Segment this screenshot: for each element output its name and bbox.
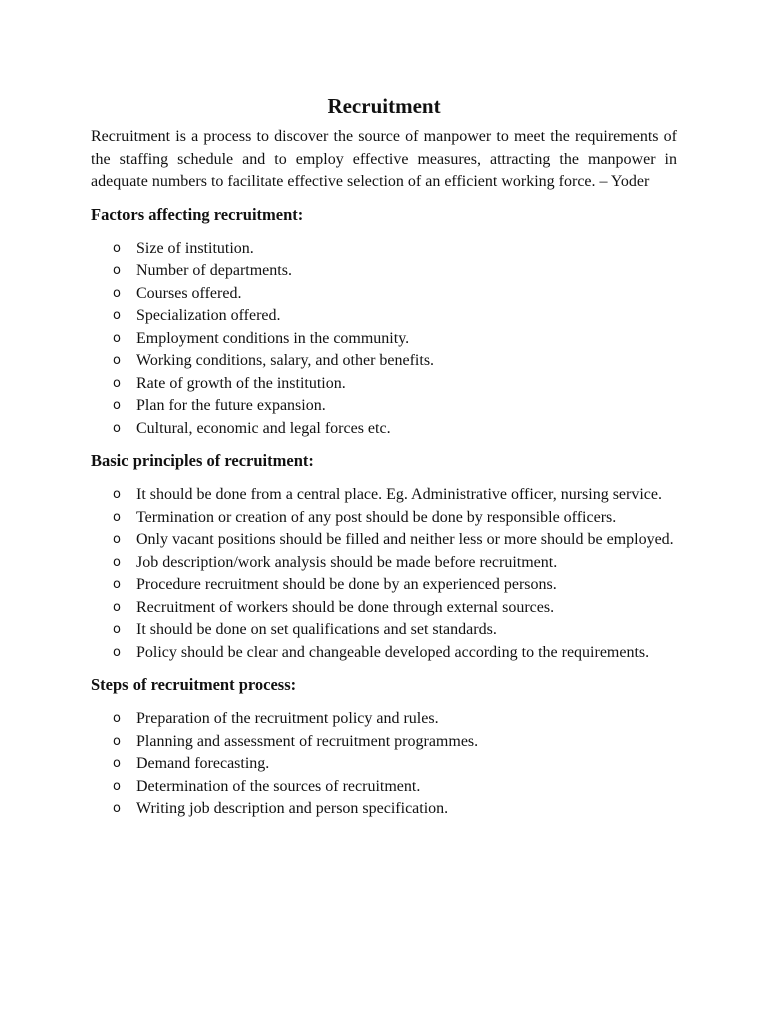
- list-item: [91, 529, 677, 552]
- list-item: [91, 238, 677, 261]
- list-item-text: Recruitment of workers should be done through external sources.: [136, 598, 555, 616]
- list-item-text: Preparation of the recruitment policy and rules.: [136, 710, 439, 727]
- hollow-bullet-icon: o: [113, 554, 121, 570]
- principles-list: [91, 484, 677, 664]
- list-item: [91, 350, 677, 373]
- list-item-text: Plan for the future expansion.: [136, 397, 326, 414]
- list-item: [91, 798, 677, 821]
- list-item-text: Termination or creation of any post should be done by responsible officers.: [136, 508, 617, 526]
- hollow-bullet-icon: o: [113, 263, 121, 278]
- hollow-bullet-icon: o: [113, 622, 121, 637]
- list-item: [91, 552, 677, 575]
- list-item-text: Courses offered.: [136, 284, 242, 302]
- list-item-text: Employment conditions in the community.: [136, 329, 410, 347]
- list-item: [91, 642, 677, 665]
- list-item: [91, 507, 677, 530]
- hollow-bullet-icon: o: [113, 308, 121, 323]
- hollow-bullet-icon: o: [113, 644, 121, 660]
- list-item-text: Procedure recruitment should be done by an experienced persons.: [136, 576, 557, 593]
- hollow-bullet-icon: o: [113, 285, 121, 301]
- section-principles: [91, 449, 677, 664]
- hollow-bullet-icon: o: [113, 711, 121, 726]
- list-item: [91, 283, 677, 306]
- hollow-bullet-icon: o: [113, 509, 121, 525]
- list-item: [91, 373, 677, 396]
- hollow-bullet-icon: o: [113, 353, 121, 368]
- hollow-bullet-icon: o: [113, 778, 121, 794]
- list-item-text: Policy should be clear and changeable developed according to the requirements.: [136, 643, 650, 661]
- list-item: [91, 597, 677, 620]
- section-steps: [91, 673, 677, 821]
- section-heading: Steps of recruitment process:: [91, 675, 297, 694]
- section-factors: [91, 203, 677, 441]
- intro-paragraph: Recruitment is a process to discover the source of manpower to meet the requirements of the staffing schedule and to employ effective measures, attracting the manpower in adequate numbers to facilitate effective selection of an efficient working force. – Yoder: [91, 128, 677, 190]
- list-item: [91, 574, 677, 597]
- list-item-text: Size of institution.: [136, 239, 254, 257]
- hollow-bullet-icon: o: [113, 240, 121, 256]
- hollow-bullet-icon: o: [113, 375, 121, 391]
- hollow-bullet-icon: o: [113, 487, 121, 502]
- hollow-bullet-icon: o: [113, 599, 121, 615]
- list-item-text: Job description/work analysis should be made before recruitment.: [136, 553, 558, 571]
- list-item-text: Only vacant positions should be filled and neither less or more should be employed.: [136, 531, 674, 548]
- list-item: [91, 418, 677, 441]
- section-heading: Basic principles of recruitment:: [91, 451, 314, 470]
- list-item-text: Planning and assessment of recruitment programmes.: [136, 732, 479, 750]
- list-item: [91, 395, 677, 418]
- hollow-bullet-icon: o: [113, 398, 121, 413]
- list-item: [91, 619, 677, 642]
- hollow-bullet-icon: o: [113, 330, 121, 346]
- section-heading: Factors affecting recruitment:: [91, 204, 304, 224]
- list-item-text: Demand forecasting.: [136, 755, 270, 772]
- hollow-bullet-icon: o: [113, 733, 121, 749]
- list-item: [91, 708, 677, 731]
- hollow-bullet-icon: o: [113, 577, 121, 592]
- list-item: [91, 776, 677, 799]
- list-item: [91, 305, 677, 328]
- list-item-text: Specialization offered.: [136, 307, 281, 324]
- list-item: [91, 484, 677, 507]
- hollow-bullet-icon: o: [113, 420, 121, 436]
- list-item-text: Working conditions, salary, and other benefits.: [136, 352, 435, 369]
- list-item-text: Cultural, economic and legal forces etc.: [136, 419, 391, 437]
- hollow-bullet-icon: o: [113, 801, 121, 816]
- hollow-bullet-icon: o: [113, 532, 121, 547]
- hollow-bullet-icon: o: [113, 756, 121, 771]
- list-item: [91, 753, 677, 776]
- factors-list: [91, 238, 677, 441]
- list-item-text: It should be done from a central place. Eg. Administrative officer, nursing service.: [136, 486, 663, 503]
- list-item-text: It should be done on set qualifications and set standards.: [136, 621, 497, 638]
- list-item-text: Rate of growth of the institution.: [136, 374, 346, 392]
- list-item: [91, 328, 677, 351]
- list-item-text: Determination of the sources of recruitment.: [136, 777, 421, 795]
- steps-list: [91, 708, 677, 821]
- list-item: [91, 731, 677, 754]
- list-item-text: Writing job description and person specification.: [136, 800, 449, 817]
- page-title: Recruitment: [327, 94, 441, 118]
- list-item: [91, 260, 677, 283]
- list-item-text: Number of departments.: [136, 262, 292, 279]
